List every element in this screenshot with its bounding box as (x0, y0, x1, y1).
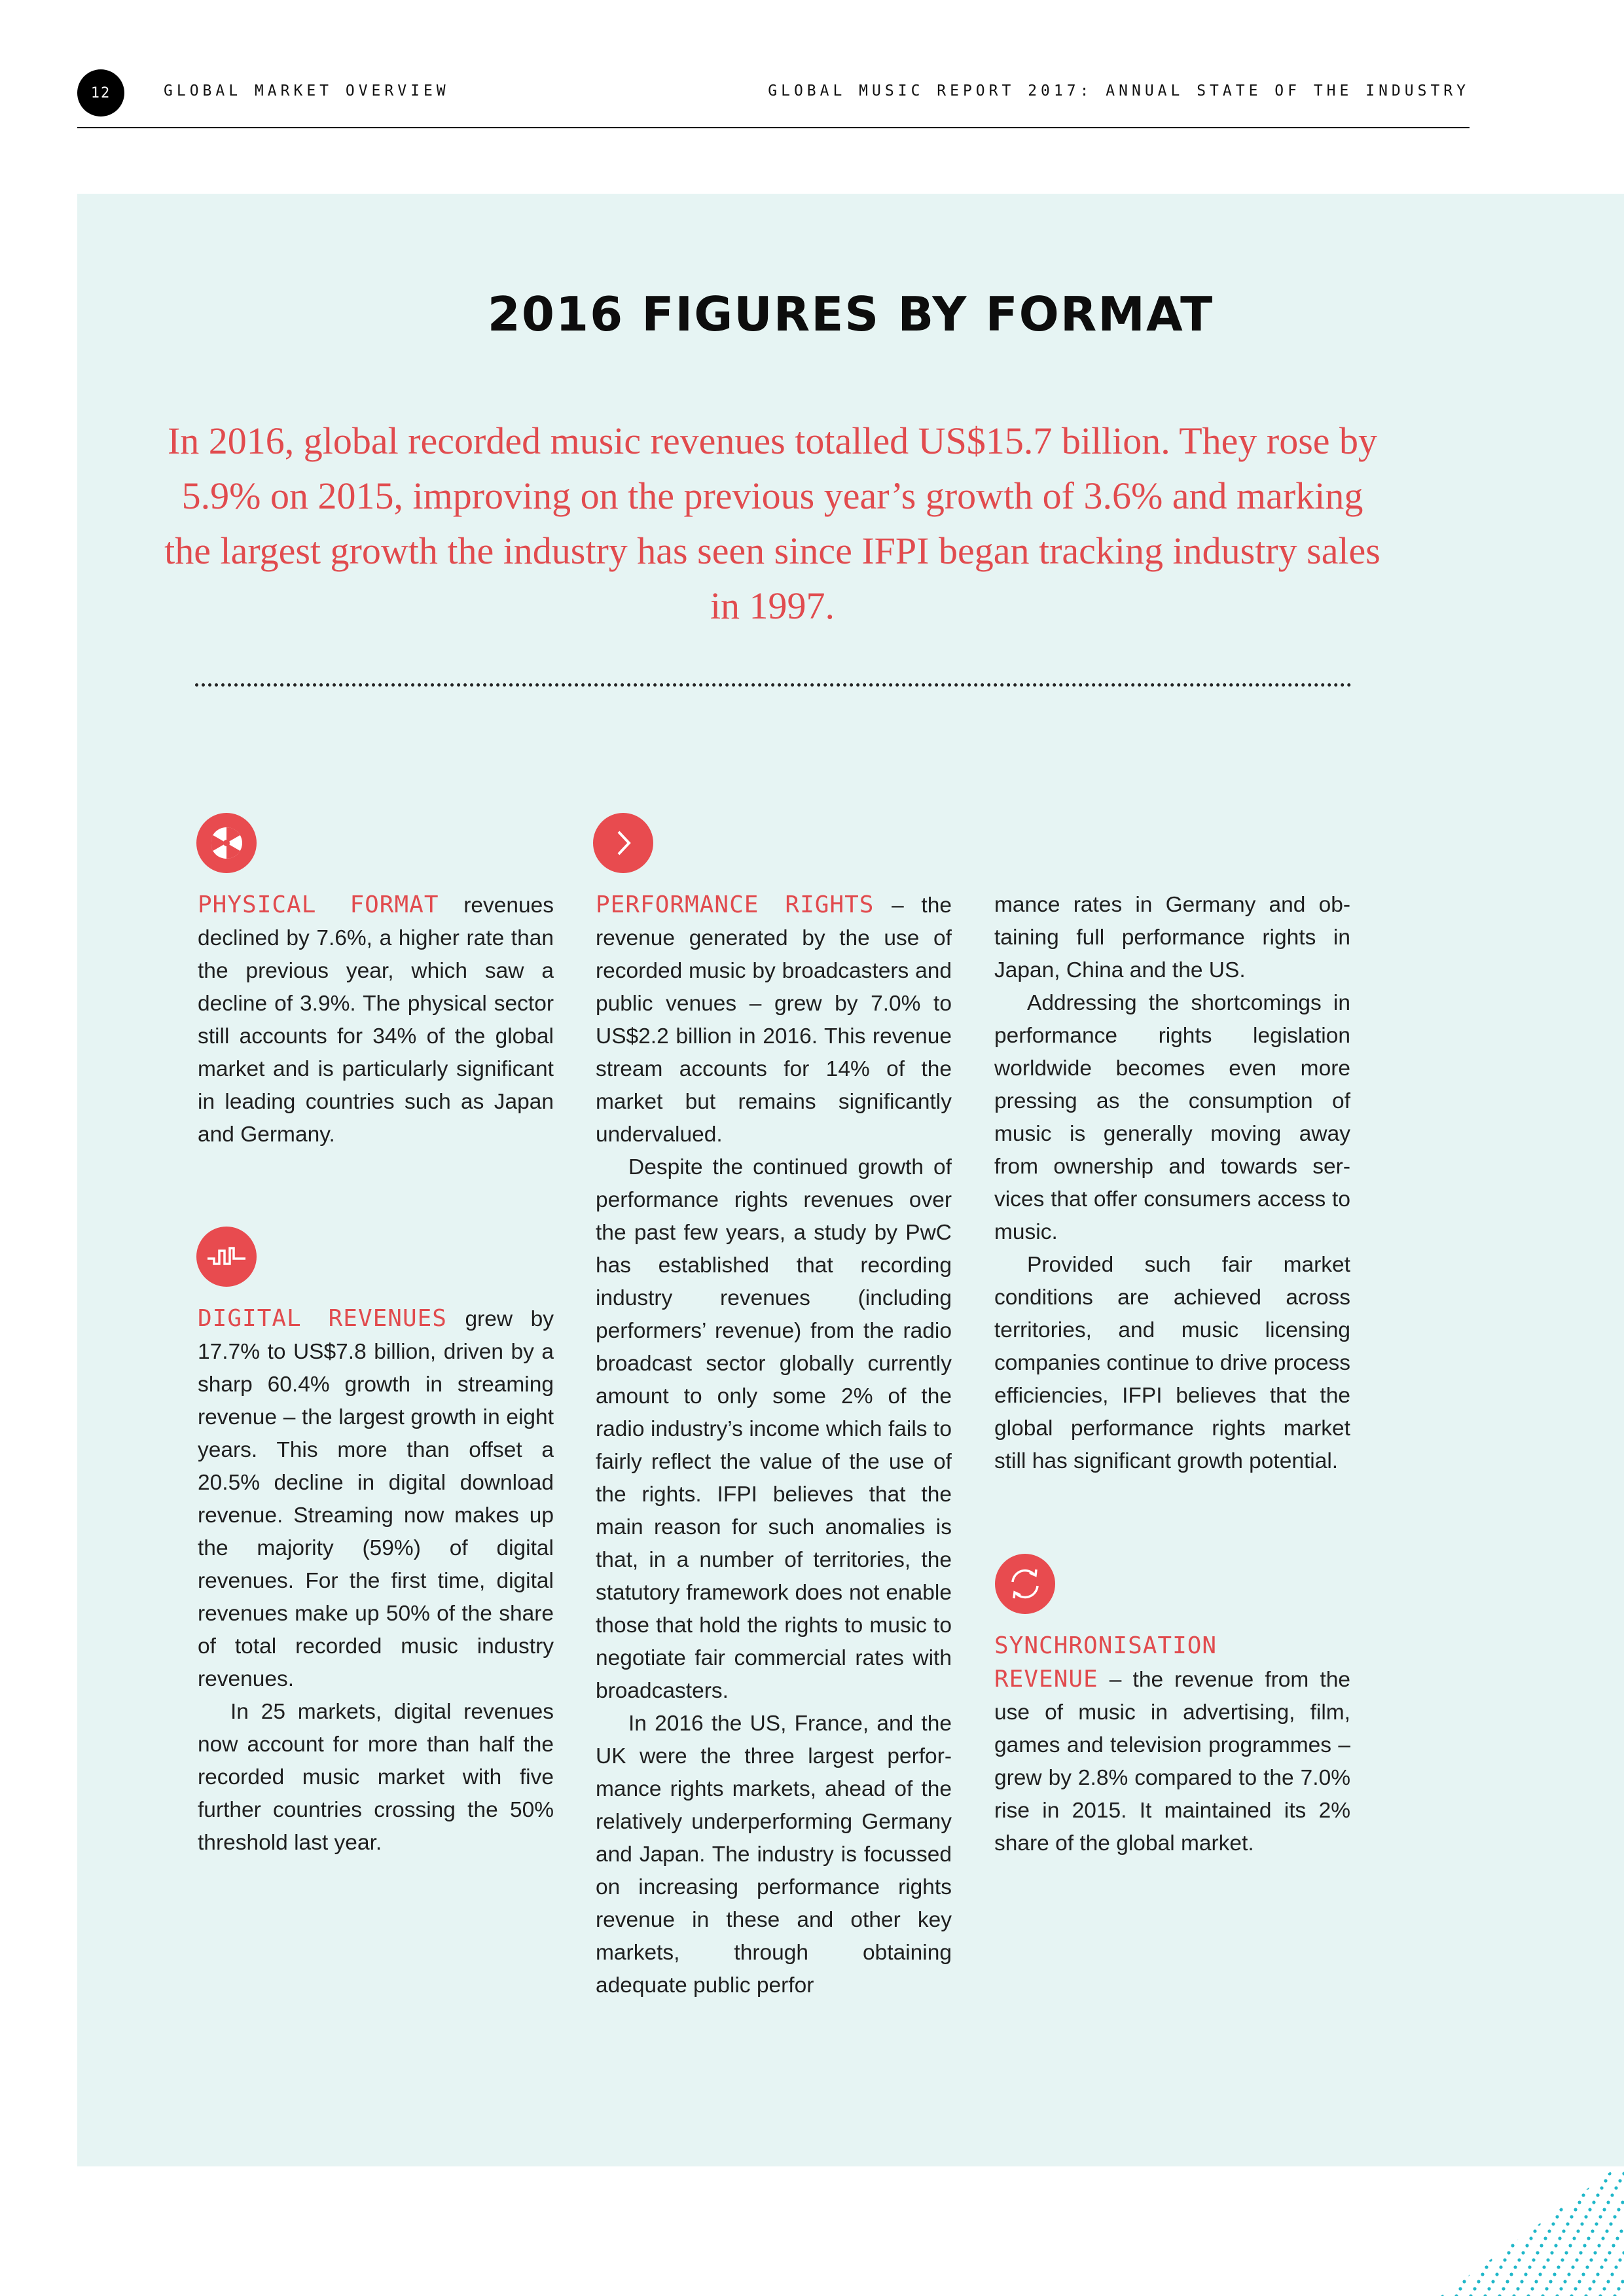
pattern-dot (1462, 2200, 1466, 2204)
pattern-dot (1482, 2244, 1485, 2247)
pattern-dot (1534, 2280, 1538, 2283)
waveform-icon (196, 1227, 257, 1287)
pattern-dot (1491, 2280, 1494, 2283)
pattern-dot (1617, 2208, 1620, 2211)
pattern-dot (1517, 2179, 1521, 2182)
pattern-dot (1618, 2258, 1621, 2261)
pattern-dot (1513, 2186, 1517, 2189)
pattern-dot (1506, 2280, 1509, 2283)
pattern-dot (1456, 2186, 1459, 2189)
digital-revenues-text: grew by 17.7% to US$7.8 billion, driven by a sharp 60.4% growth in streaming revenue – the largest growth in eight years. This more than offset a 20.5% decline in digital download revenue. Streaming now makes up the majority (59%) of digital revenues. For the first time, digital revenues make up 50% of the share of total recorded music industry revenues. (198, 1307, 554, 1691)
pattern-dot (1589, 2179, 1593, 2182)
pattern-dot (1547, 2229, 1551, 2233)
pattern-dot (1610, 2272, 1614, 2276)
pattern-dot (1444, 2287, 1447, 2290)
pattern-dot (1453, 2164, 1456, 2168)
pattern-dot (1485, 2186, 1488, 2189)
pattern-dot (1572, 2236, 1576, 2240)
pattern-dot (1619, 2229, 1623, 2233)
performance-rights-section (596, 889, 952, 2002)
pattern-dot (1473, 2287, 1476, 2290)
pattern-dot (1605, 2229, 1608, 2233)
pattern-dot (1571, 2186, 1574, 2189)
pattern-dot (1578, 2200, 1581, 2204)
physical-format-text: revenues declined by 7.6%, a higher rate than the previous year, which saw a decline of 3.9%. The physical sector still accounts for 34% of the global market and is particularly significant in leading countries such as Japan and Germany. (198, 893, 554, 1147)
pattern-dot (1574, 2287, 1577, 2290)
pattern-dot (1443, 2236, 1446, 2240)
pattern-dot (1591, 2229, 1594, 2233)
pattern-dot (1502, 2208, 1505, 2211)
pattern-dot (1434, 2280, 1437, 2283)
pattern-dot (1553, 2193, 1556, 2197)
pattern-dot (1449, 2172, 1453, 2175)
pattern-dot (1525, 2244, 1528, 2247)
report-title: GLOBAL MUSIC REPORT 2017: ANNUAL STATE OF THE INDUSTRY (768, 82, 1470, 99)
pattern-dot (1470, 2186, 1473, 2189)
pattern-dot (1447, 2229, 1450, 2233)
pattern-dot (1579, 2172, 1582, 2175)
pattern-dot (1578, 2280, 1581, 2283)
pattern-dot (1532, 2258, 1535, 2261)
pattern-dot (1482, 2164, 1485, 2168)
pattern-dot (1461, 2229, 1464, 2233)
pattern-dot (1554, 2164, 1557, 2168)
pattern-dot (1499, 2265, 1502, 2269)
pattern-dot (1471, 2236, 1475, 2240)
pattern-dot (1536, 2251, 1539, 2254)
section-label: GLOBAL MARKET OVERVIEW (164, 82, 450, 99)
pattern-dot (1600, 2186, 1603, 2189)
pattern-dot (1431, 2179, 1434, 2182)
chevron-right-icon (593, 813, 653, 873)
pattern-dot (1449, 2251, 1453, 2254)
pattern-dot (1435, 2251, 1438, 2254)
pattern-dot (1615, 2236, 1619, 2240)
pattern-dot (1549, 2200, 1552, 2204)
pattern-dot (1516, 2287, 1519, 2290)
pattern-dot (1478, 2251, 1481, 2254)
pattern-dot (1478, 2172, 1481, 2175)
pattern-dot (1495, 2272, 1498, 2276)
pattern-dot (1581, 2272, 1585, 2276)
page-title: 2016 FIGURES BY FORMAT (487, 287, 1214, 342)
intro-paragraph: In 2016, global recorded music revenues totalled US$15.7 billion. They rose by 5.9% on 2015, improving on the previous year’s growth of 3.6% and marking the largest growth the industry has seen since IFPI began tracking industry sales in 1997. (164, 420, 1380, 627)
pattern-dot (1517, 2258, 1521, 2261)
digital-revenues-section (198, 1302, 554, 1859)
pattern-dot (1520, 2280, 1523, 2283)
physical-format-section (198, 889, 554, 1151)
pattern-dot (1563, 2200, 1566, 2204)
pattern-dot (1507, 2172, 1510, 2175)
pattern-dot (1470, 2265, 1473, 2269)
header-divider (77, 127, 1470, 128)
pattern-dot (1439, 2244, 1442, 2247)
sync-heading-line1: SYNCHRONISATION (994, 1632, 1218, 1659)
pattern-dot (1575, 2258, 1578, 2261)
pattern-dot (1557, 2186, 1560, 2189)
pattern-dot (1465, 2222, 1468, 2225)
pattern-dot (1431, 2258, 1434, 2261)
pattern-dot (1512, 2215, 1515, 2218)
pattern-dot (1567, 2272, 1570, 2276)
pattern-dot (1550, 2172, 1553, 2175)
pattern-dot (1452, 2272, 1455, 2276)
pattern-dot (1559, 2208, 1562, 2211)
pattern-dot (1509, 2272, 1513, 2276)
pattern-dot (1452, 2193, 1455, 2197)
pattern-dot (1515, 2236, 1518, 2240)
pattern-dot (1549, 2280, 1552, 2283)
pattern-dot (1458, 2208, 1462, 2211)
pattern-dot (1546, 2258, 1549, 2261)
pattern-dot (1606, 2280, 1610, 2283)
pattern-dot (1503, 2258, 1506, 2261)
sync-heading-line2: REVENUE (994, 1666, 1098, 1693)
pattern-dot (1474, 2179, 1477, 2182)
pattern-dot (1473, 2208, 1476, 2211)
performance-rights-text-5: Addressing the shortcomings in performance rights legislation worldwide becomes even more pressing as the consumption of music is generally moving away from ownership and towards services that offer consumers access to music. (994, 991, 1350, 1244)
pattern-dot (1435, 2172, 1438, 2175)
pattern-dot (1596, 2193, 1599, 2197)
performance-rights-text-6: Provided such fair market conditions are achieved across territories, and music licensing companies continue to drive process efficiencies, IFPI believes that the global performance rights market still has significant growth potential. (994, 1253, 1350, 1473)
pattern-dot (1489, 2258, 1492, 2261)
pattern-dot (1576, 2229, 1579, 2233)
pattern-dot (1428, 2186, 1431, 2189)
pattern-dot (1483, 2215, 1487, 2218)
pattern-dot (1500, 2236, 1504, 2240)
pattern-dot (1468, 2244, 1471, 2247)
pattern-dot (1538, 2193, 1542, 2197)
pattern-dot (1592, 2200, 1595, 2204)
pattern-dot (1602, 2208, 1606, 2211)
digital-revenues-text-2: In 25 markets, digital revenues now account for more than half the recorded music market with five further countries crossing the 50% threshold last year. (198, 1700, 554, 1855)
pattern-dot (1608, 2172, 1611, 2175)
pattern-dot (1485, 2265, 1488, 2269)
sync-arrows-icon (995, 1554, 1055, 1614)
pattern-dot (1580, 2222, 1583, 2225)
pattern-dot (1499, 2186, 1502, 2189)
pattern-dot (1521, 2251, 1525, 2254)
pattern-dot (1589, 2258, 1593, 2261)
pattern-dot (1464, 2172, 1467, 2175)
pattern-dot (1528, 2186, 1531, 2189)
pattern-dot (1597, 2164, 1600, 2168)
pattern-dot (1566, 2222, 1569, 2225)
pattern-dot (1612, 2164, 1615, 2168)
dotted-divider (195, 683, 1352, 687)
performance-rights-text-4: mance rates in Germany and obtaining full performance rights in Japan, China and the US. (994, 893, 1350, 982)
synchronisation-section (994, 1630, 1350, 1860)
pattern-dot (1516, 2208, 1519, 2211)
pattern-dot (1612, 2244, 1615, 2247)
pattern-dot (1490, 2229, 1493, 2233)
pattern-dot (1448, 2200, 1451, 2204)
pattern-dot (1568, 2164, 1572, 2168)
pattern-dot (1567, 2193, 1570, 2197)
dotted-pattern-decoration (1428, 2162, 1624, 2296)
pattern-dot (1557, 2265, 1560, 2269)
pattern-dot (1609, 2222, 1612, 2225)
pattern-dot (1561, 2258, 1564, 2261)
pattern-dot (1468, 2164, 1471, 2168)
pattern-dot (1533, 2229, 1536, 2233)
pattern-dot (1445, 2179, 1449, 2182)
pattern-dot (1600, 2265, 1603, 2269)
pattern-dot (1604, 2179, 1607, 2182)
pattern-dot (1428, 2215, 1430, 2218)
pattern-dot (1604, 2258, 1607, 2261)
pattern-dot (1440, 2215, 1443, 2218)
pattern-dot (1524, 2272, 1527, 2276)
pattern-dot (1495, 2193, 1498, 2197)
pattern-dot (1528, 2265, 1531, 2269)
pattern-dot (1564, 2172, 1568, 2175)
pattern-dot (1526, 2215, 1530, 2218)
pattern-dot (1563, 2280, 1566, 2283)
pattern-dot (1509, 2193, 1513, 2197)
pattern-dot (1519, 2229, 1522, 2233)
pattern-dot (1564, 2251, 1568, 2254)
pattern-dot (1614, 2265, 1617, 2269)
pattern-dot (1587, 2236, 1590, 2240)
pattern-dot (1608, 2251, 1611, 2254)
performance-rights-text-2: Despite the continued growth of performance rights revenues over the past few years, a study by PwC has established that recording industry revenues (including performers’ revenue) from the radio broadcast sector globally currently amount to only some 2% of the radio industry’s income which fails to fairly reflect the value of the use of the rights. IFPI believes that the main reason for such anomalies is that, in a number of territories, the statutory framework does not enable those that hold the rights to music to negotiate fair commercial rates with broadcasters. (596, 1155, 952, 1703)
pattern-dot (1460, 2258, 1463, 2261)
pattern-dot (1502, 2287, 1505, 2290)
pattern-dot (1477, 2280, 1480, 2283)
pattern-dot (1601, 2236, 1604, 2240)
pattern-dot (1545, 2208, 1548, 2211)
pattern-dot (1486, 2236, 1489, 2240)
pattern-dot (1491, 2200, 1494, 2204)
pattern-dot (1487, 2208, 1490, 2211)
pattern-dot (1504, 2229, 1507, 2233)
pattern-dot (1536, 2172, 1539, 2175)
pattern-dot (1574, 2208, 1577, 2211)
pattern-dot (1610, 2193, 1614, 2197)
pattern-dot (1606, 2200, 1610, 2204)
pattern-dot (1541, 2215, 1544, 2218)
pattern-dot (1581, 2193, 1585, 2197)
pattern-dot (1481, 2193, 1484, 2197)
pattern-dot (1613, 2215, 1616, 2218)
pattern-dot (1496, 2244, 1500, 2247)
pattern-dot (1428, 2236, 1432, 2240)
pattern-dot (1477, 2200, 1480, 2204)
pattern-dot (1614, 2186, 1617, 2189)
pattern-dot (1588, 2208, 1591, 2211)
pattern-dot (1593, 2172, 1597, 2175)
pattern-dot (1445, 2258, 1449, 2261)
pattern-dot (1530, 2208, 1534, 2211)
pattern-dot (1436, 2222, 1439, 2225)
pattern-dot (1437, 2193, 1441, 2197)
pattern-dot (1596, 2272, 1599, 2276)
pattern-dot (1588, 2287, 1591, 2290)
pattern-dot (1534, 2200, 1538, 2204)
pattern-dot (1481, 2272, 1484, 2276)
pattern-dot (1496, 2164, 1500, 2168)
digital-revenues-heading: DIGITAL REVENUES (198, 1305, 447, 1332)
pattern-dot (1617, 2287, 1620, 2290)
pattern-dot (1597, 2244, 1600, 2247)
pattern-dot (1523, 2222, 1526, 2225)
pattern-dot (1430, 2208, 1433, 2211)
pattern-dot (1437, 2272, 1441, 2276)
pattern-dot (1439, 2164, 1442, 2168)
pattern-dot (1598, 2215, 1602, 2218)
pattern-dot (1559, 2287, 1562, 2290)
pattern-dot (1498, 2215, 1501, 2218)
pattern-dot (1511, 2244, 1514, 2247)
pattern-dot (1494, 2222, 1497, 2225)
pattern-dot (1579, 2251, 1582, 2254)
pattern-dot (1553, 2272, 1556, 2276)
pattern-dot (1621, 2280, 1624, 2283)
pattern-dot (1458, 2287, 1462, 2290)
pattern-dot (1441, 2265, 1445, 2269)
pattern-dot (1511, 2164, 1514, 2168)
pattern-dot (1454, 2215, 1458, 2218)
pattern-dot (1551, 2222, 1555, 2225)
pattern-dot (1453, 2244, 1456, 2247)
pattern-dot (1532, 2179, 1535, 2182)
disc-icon (196, 813, 257, 873)
pattern-dot (1466, 2272, 1470, 2276)
pattern-dot (1583, 2164, 1586, 2168)
pattern-dot (1475, 2229, 1479, 2233)
performance-rights-continued (994, 889, 1350, 1478)
pattern-dot (1554, 2244, 1557, 2247)
pattern-dot (1451, 2222, 1454, 2225)
pattern-dot (1507, 2251, 1510, 2254)
pattern-dot (1432, 2229, 1435, 2233)
pattern-dot (1602, 2287, 1606, 2290)
pattern-dot (1570, 2215, 1573, 2218)
pattern-dot (1555, 2215, 1559, 2218)
pattern-dot (1621, 2200, 1624, 2204)
pattern-dot (1542, 2186, 1545, 2189)
pattern-dot (1540, 2164, 1543, 2168)
pattern-dot (1487, 2287, 1490, 2290)
pattern-dot (1508, 2222, 1511, 2225)
pattern-dot (1464, 2251, 1467, 2254)
pattern-dot (1524, 2193, 1527, 2197)
physical-format-heading: PHYSICAL FORMAT (198, 891, 439, 918)
pattern-dot (1441, 2186, 1445, 2189)
pattern-dot (1571, 2265, 1574, 2269)
pattern-dot (1575, 2179, 1578, 2182)
pattern-dot (1540, 2244, 1543, 2247)
pattern-dot (1561, 2179, 1564, 2182)
pattern-dot (1434, 2200, 1437, 2204)
pattern-dot (1593, 2251, 1597, 2254)
pattern-dot (1558, 2236, 1561, 2240)
pattern-dot (1503, 2179, 1506, 2182)
pattern-dot (1444, 2208, 1447, 2211)
pattern-dot (1430, 2287, 1433, 2290)
pattern-dot (1542, 2265, 1545, 2269)
pattern-dot (1520, 2200, 1523, 2204)
performance-rights-text-3: In 2016 the US, France, and the UK were the three largest performance rights markets, ahead of the relatively underperforming Germany and Japan. The industry is focussed on increasing performance rights revenue in these and other key markets, through obtaining adequate public perfor (596, 1712, 952, 1998)
pattern-dot (1585, 2265, 1589, 2269)
pattern-dot (1618, 2179, 1621, 2182)
pattern-dot (1583, 2244, 1586, 2247)
pattern-dot (1584, 2215, 1587, 2218)
pattern-dot (1460, 2179, 1463, 2182)
pattern-dot (1543, 2236, 1547, 2240)
pattern-dot (1585, 2186, 1589, 2189)
pattern-dot (1537, 2222, 1540, 2225)
sync-text: – the revenue from the use of music in advertising, film, games and television programmes – grew by 2.8% compared to the 7.0% rise in 2015. It maintained its 2% share of the global market. (994, 1668, 1350, 1856)
pattern-dot (1474, 2258, 1477, 2261)
performance-rights-text: – the revenue generated by the use of recorded music by broadcasters and public venues – grew by 7.0% to US$2.2 billion in 2016. This revenue stream accounts for 14% of the market but remains significantly undervalued. (596, 893, 952, 1147)
pattern-dot (1545, 2287, 1548, 2290)
pattern-dot (1513, 2265, 1517, 2269)
pattern-dot (1592, 2280, 1595, 2283)
pattern-dot (1428, 2265, 1431, 2269)
pattern-dot (1479, 2222, 1483, 2225)
pattern-dot (1538, 2272, 1542, 2276)
page-number: 12 (77, 69, 124, 117)
pattern-dot (1595, 2222, 1598, 2225)
pattern-dot (1550, 2251, 1553, 2254)
pattern-dot (1456, 2265, 1459, 2269)
pattern-dot (1525, 2164, 1528, 2168)
pattern-dot (1562, 2229, 1565, 2233)
pattern-dot (1469, 2215, 1472, 2218)
pattern-dot (1568, 2244, 1572, 2247)
pattern-dot (1521, 2172, 1525, 2175)
pattern-dot (1530, 2287, 1534, 2290)
pattern-dot (1506, 2200, 1509, 2204)
pattern-dot (1546, 2179, 1549, 2182)
pattern-dot (1462, 2280, 1466, 2283)
pattern-dot (1466, 2193, 1470, 2197)
pattern-dot (1489, 2179, 1492, 2182)
pattern-dot (1448, 2280, 1451, 2283)
pattern-dot (1492, 2251, 1496, 2254)
performance-rights-heading: PERFORMANCE RIGHTS (596, 891, 875, 918)
pattern-dot (1492, 2172, 1496, 2175)
pattern-dot (1529, 2236, 1532, 2240)
pattern-dot (1457, 2236, 1460, 2240)
